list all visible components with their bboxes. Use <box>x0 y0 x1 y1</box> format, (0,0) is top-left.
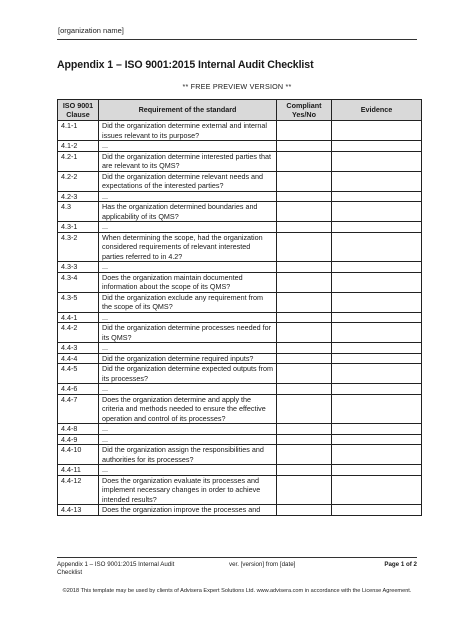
clause-cell: 4.1-2 <box>58 141 99 152</box>
requirement-cell: ... <box>99 312 277 323</box>
clause-cell: 4.4-9 <box>58 434 99 445</box>
table-row <box>58 171 422 191</box>
clause-cell: 4.4-11 <box>58 465 99 476</box>
requirement-cell: Did the organization assign the responsibilities and authorities for its processes? <box>99 445 277 465</box>
evidence-cell[interactable] <box>332 121 422 141</box>
clause-cell: 4.4-7 <box>58 394 99 424</box>
compliant-cell[interactable] <box>277 272 332 292</box>
table-row <box>58 262 422 273</box>
compliant-cell[interactable] <box>277 465 332 476</box>
requirement-cell: Does the organization evaluate its processes and implement necessary changes in order to achieve intended results? <box>99 475 277 505</box>
clause-cell: 4.3-4 <box>58 272 99 292</box>
requirement-cell: When determining the scope, had the organization considered requirements of relevant interested parties referred to in 4.2? <box>99 232 277 262</box>
footer-page-number: Page 1 of 2 <box>384 561 417 568</box>
table-row <box>58 384 422 395</box>
requirement-cell: Does the organization maintain documented information about the scope of its QMS? <box>99 272 277 292</box>
requirement-cell: Did the organization determine required inputs? <box>99 353 277 364</box>
compliant-cell[interactable] <box>277 141 332 152</box>
compliant-cell[interactable] <box>277 364 332 384</box>
compliant-cell[interactable] <box>277 445 332 465</box>
table-row <box>58 465 422 476</box>
organization-name: [organization name] <box>58 26 124 35</box>
compliant-cell[interactable] <box>277 434 332 445</box>
requirement-cell: Did the organization determine interested parties that are relevant to its QMS? <box>99 151 277 171</box>
evidence-cell[interactable] <box>332 505 422 516</box>
compliant-cell[interactable] <box>277 475 332 505</box>
table-row <box>58 445 422 465</box>
compliant-cell[interactable] <box>277 394 332 424</box>
table-row <box>58 505 422 516</box>
page-footer <box>57 557 417 578</box>
evidence-cell[interactable] <box>332 312 422 323</box>
evidence-cell[interactable] <box>332 272 422 292</box>
evidence-cell[interactable] <box>332 465 422 476</box>
clause-cell: 4.1-1 <box>58 121 99 141</box>
table-row <box>58 222 422 233</box>
requirement-cell: Did the organization determine expected outputs from its processes? <box>99 364 277 384</box>
clause-cell: 4.3-5 <box>58 292 99 312</box>
compliant-cell[interactable] <box>277 262 332 273</box>
clause-cell: 4.3 <box>58 202 99 222</box>
requirement-cell: ... <box>99 384 277 395</box>
requirement-cell: ... <box>99 141 277 152</box>
column-header-compliant: Compliant Yes/No <box>277 100 332 121</box>
table-row <box>58 323 422 343</box>
compliant-cell[interactable] <box>277 292 332 312</box>
table-row <box>58 434 422 445</box>
compliant-cell[interactable] <box>277 505 332 516</box>
table-row <box>58 394 422 424</box>
table-row <box>58 343 422 354</box>
requirement-cell: ... <box>99 222 277 233</box>
compliant-cell[interactable] <box>277 171 332 191</box>
compliant-cell[interactable] <box>277 232 332 262</box>
requirement-cell: ... <box>99 191 277 202</box>
clause-cell: 4.3-2 <box>58 232 99 262</box>
evidence-cell[interactable] <box>332 445 422 465</box>
evidence-cell[interactable] <box>332 292 422 312</box>
table-row <box>58 272 422 292</box>
compliant-cell[interactable] <box>277 222 332 233</box>
footer-document-name: Appendix 1 – ISO 9001:2015 Internal Audit Checklist <box>57 561 175 576</box>
requirement-cell: ... <box>99 262 277 273</box>
compliant-cell[interactable] <box>277 121 332 141</box>
evidence-cell[interactable] <box>332 434 422 445</box>
compliant-cell[interactable] <box>277 424 332 435</box>
compliant-cell[interactable] <box>277 202 332 222</box>
compliant-cell[interactable] <box>277 384 332 395</box>
clause-cell: 4.3-3 <box>58 262 99 273</box>
evidence-cell[interactable] <box>332 353 422 364</box>
table-row <box>58 121 422 141</box>
evidence-cell[interactable] <box>332 262 422 273</box>
evidence-cell[interactable] <box>332 343 422 354</box>
evidence-cell[interactable] <box>332 232 422 262</box>
table-row <box>58 475 422 505</box>
compliant-cell[interactable] <box>277 191 332 202</box>
requirement-cell: Has the organization determined boundaries and applicability of its QMS? <box>99 202 277 222</box>
clause-cell: 4.4-13 <box>58 505 99 516</box>
clause-cell: 4.4-3 <box>58 343 99 354</box>
requirement-cell: Did the organization determine processes needed for its QMS? <box>99 323 277 343</box>
requirement-cell: ... <box>99 465 277 476</box>
requirement-cell: Did the organization determine external and internal issues relevant to its purpose? <box>99 121 277 141</box>
footer-copyright: ©2018 This template may be used by clients of Advisera Expert Solutions Ltd. www.advisera.com in accordance with the License Agreement. <box>62 588 412 594</box>
clause-cell: 4.2-3 <box>58 191 99 202</box>
table-row <box>58 353 422 364</box>
clause-cell: 4.2-1 <box>58 151 99 171</box>
table-header-row <box>58 100 422 121</box>
table-row <box>58 364 422 384</box>
compliant-cell[interactable] <box>277 312 332 323</box>
table-row <box>58 292 422 312</box>
column-header-clause: ISO 9001 Clause <box>58 100 99 121</box>
requirement-cell: Did the organization exclude any requirement from the scope of its QMS? <box>99 292 277 312</box>
clause-cell: 4.4-2 <box>58 323 99 343</box>
compliant-cell[interactable] <box>277 353 332 364</box>
evidence-cell[interactable] <box>332 475 422 505</box>
compliant-cell[interactable] <box>277 323 332 343</box>
table-row <box>58 151 422 171</box>
compliant-cell[interactable] <box>277 343 332 354</box>
evidence-cell[interactable] <box>332 151 422 171</box>
compliant-cell[interactable] <box>277 151 332 171</box>
requirement-cell: Did the organization determine relevant needs and expectations of the interested parties? <box>99 171 277 191</box>
column-header-evidence: Evidence <box>332 100 422 121</box>
clause-cell: 4.4-4 <box>58 353 99 364</box>
footer-version: ver. [version] from [date] <box>229 561 296 568</box>
evidence-cell[interactable] <box>332 424 422 435</box>
column-header-requirement: Requirement of the standard <box>99 100 277 121</box>
table-row <box>58 312 422 323</box>
clause-cell: 4.2-2 <box>58 171 99 191</box>
table-row <box>58 232 422 262</box>
clause-cell: 4.4-12 <box>58 475 99 505</box>
evidence-cell[interactable] <box>332 141 422 152</box>
header-divider <box>57 39 417 40</box>
evidence-cell[interactable] <box>332 191 422 202</box>
requirement-cell: ... <box>99 343 277 354</box>
clause-cell: 4.4-1 <box>58 312 99 323</box>
page-title: Appendix 1 – ISO 9001:2015 Internal Audit Checklist <box>57 59 314 71</box>
requirement-cell: Does the organization determine and apply the criteria and methods needed to ensure the effective operation and control of its processes? <box>99 394 277 424</box>
clause-cell: 4.4-8 <box>58 424 99 435</box>
audit-checklist-table <box>57 99 422 516</box>
clause-cell: 4.4-5 <box>58 364 99 384</box>
requirement-cell: ... <box>99 434 277 445</box>
clause-cell: 4.4-10 <box>58 445 99 465</box>
clause-cell: 4.3-1 <box>58 222 99 233</box>
evidence-cell[interactable] <box>332 171 422 191</box>
table-row <box>58 202 422 222</box>
evidence-cell[interactable] <box>332 222 422 233</box>
evidence-cell[interactable] <box>332 394 422 424</box>
evidence-cell[interactable] <box>332 323 422 343</box>
clause-cell: 4.4-6 <box>58 384 99 395</box>
requirement-cell: Does the organization improve the processes and <box>99 505 277 516</box>
table-row <box>58 424 422 435</box>
preview-banner: ** FREE PREVIEW VERSION ** <box>182 82 292 91</box>
requirement-cell: ... <box>99 424 277 435</box>
evidence-cell[interactable] <box>332 202 422 222</box>
table-row <box>58 191 422 202</box>
evidence-cell[interactable] <box>332 364 422 384</box>
table-row <box>58 141 422 152</box>
evidence-cell[interactable] <box>332 384 422 395</box>
